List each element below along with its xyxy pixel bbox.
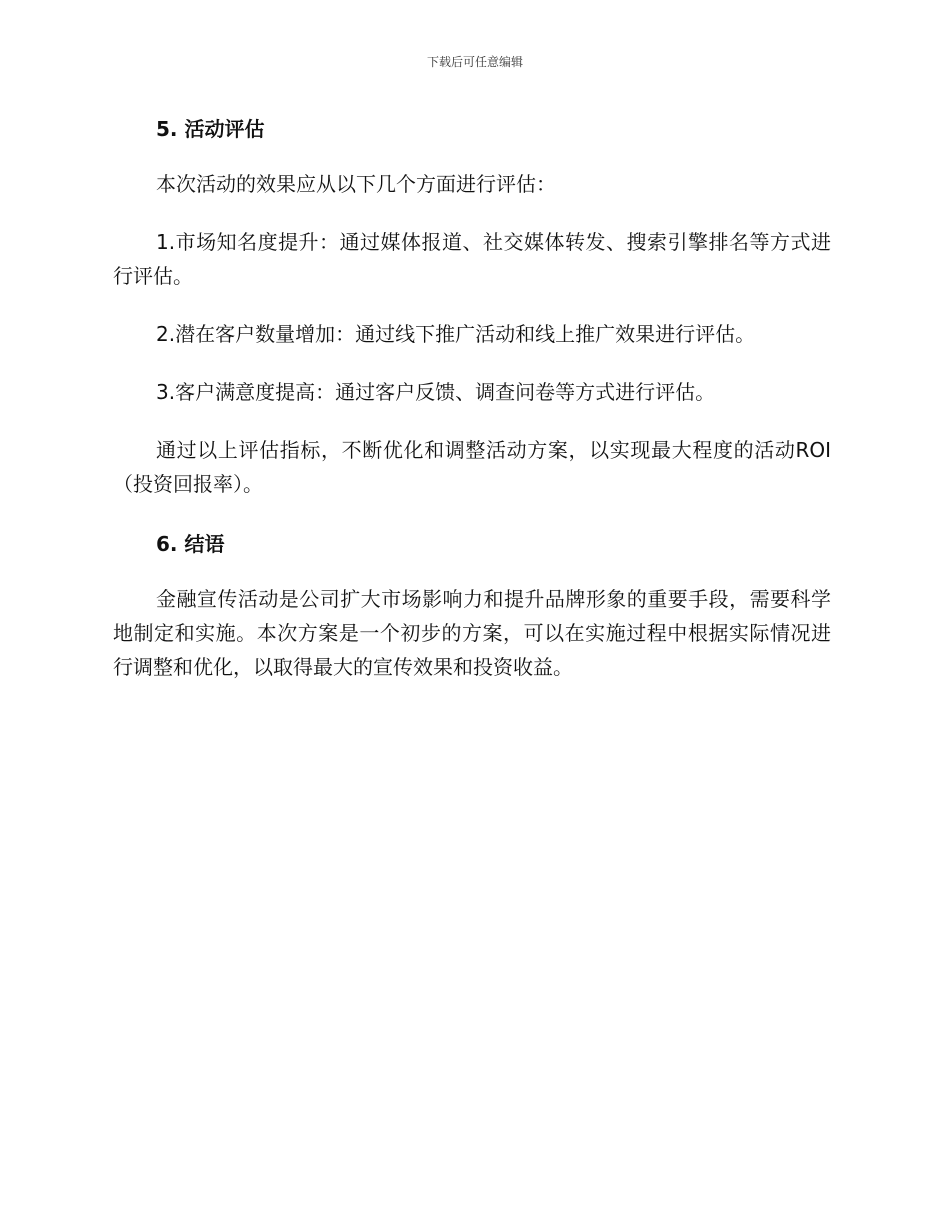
evaluation-item-2: 2.潜在客户数量增加：通过线下推广活动和线上推广效果进行评估。 — [156, 322, 756, 346]
evaluation-item-3: 3.客户满意度提高：通过客户反馈、调查问卷等方式进行评估。 — [156, 380, 716, 404]
section-heading-evaluation: 5. 活动评估 — [156, 117, 265, 141]
evaluation-item-1: 1.市场知名度提升：通过媒体报道、社交媒体转发、搜索引擎排名等方式进行评估。 — [113, 230, 831, 288]
section-heading-conclusion: 6. 结语 — [156, 532, 225, 556]
evaluation-summary: 通过以上评估指标，不断优化和调整活动方案，以实现最大程度的活动ROI（投资回报率）。 — [113, 438, 831, 496]
document-body — [113, 110, 831, 684]
evaluation-intro: 本次活动的效果应从以下几个方面进行评估： — [156, 172, 556, 196]
conclusion-body: 金融宣传活动是公司扩大市场影响力和提升品牌形象的重要手段，需要科学地制定和实施。本次方案是一个初步的方案，可以在实施过程中根据实际情况进行调整和优化，以取得最大的宣传效果和投资收益。 — [113, 587, 831, 679]
page-header-note: 下载后可任意编辑 — [426, 55, 523, 69]
